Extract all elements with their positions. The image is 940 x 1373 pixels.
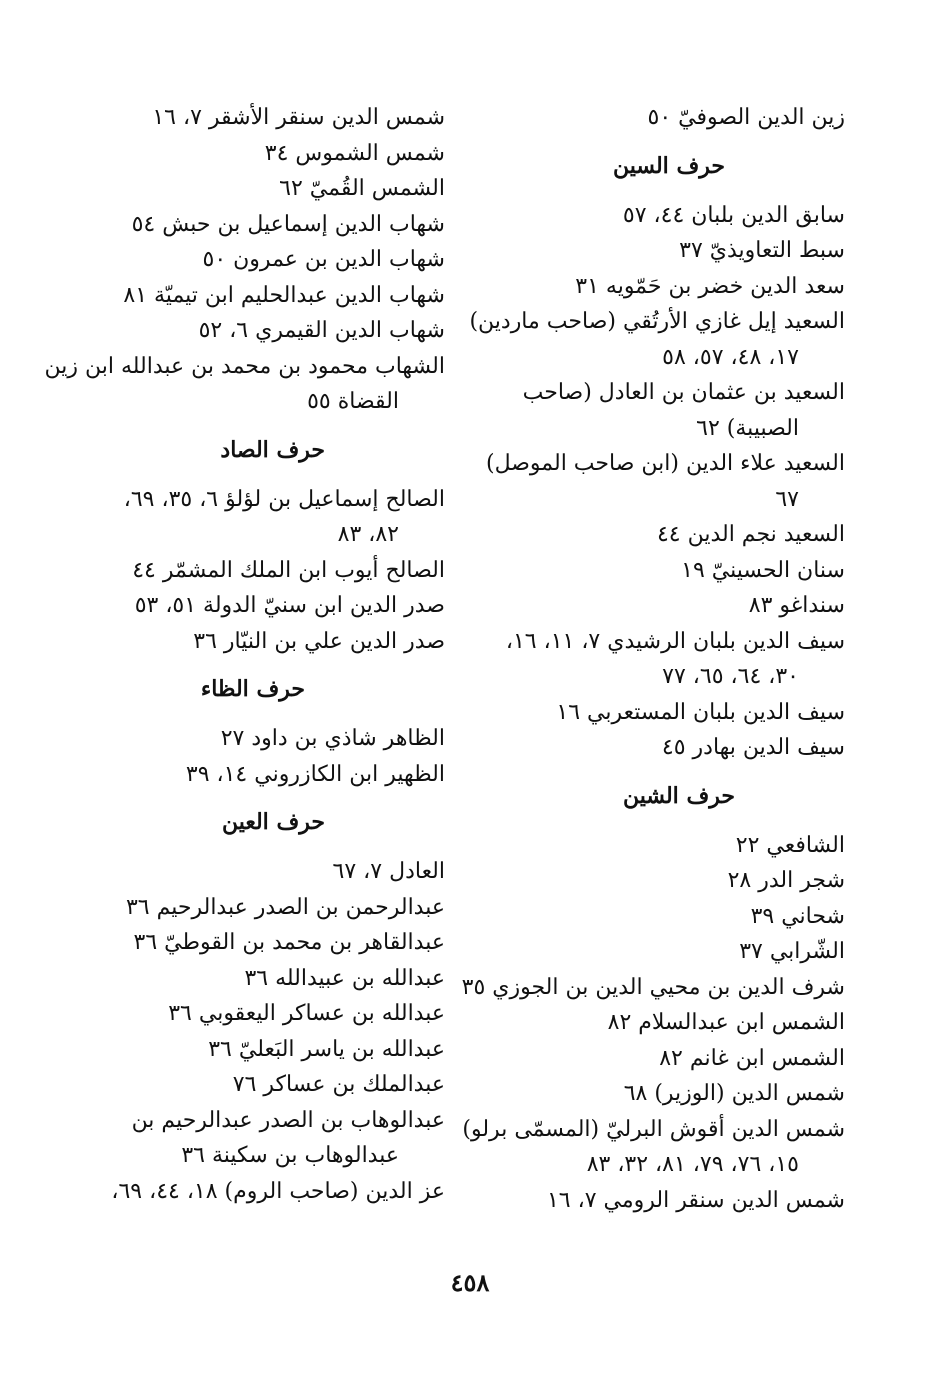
index-entry: عبدالله بن عبيدالله ٣٦ <box>244 965 445 991</box>
index-entry-continuation: عبدالوهاب بن سكينة ٣٦ <box>181 1143 399 1168</box>
index-entry: عبدالله بن ياسر البَعليّ ٣٦ <box>208 1036 445 1062</box>
index-entry: صدر الدين علي بن النيّار ٣٦ <box>193 628 445 654</box>
index-entry: شجر الدر ٢٨ <box>727 868 845 893</box>
section-heading: حرف الشين <box>622 782 735 809</box>
index-entry: الظاهر شاذي بن داود ٢٧ <box>220 726 445 751</box>
index-entry: العادل ٧، ٦٧ <box>332 859 445 884</box>
index-entry-continuation: ٣٠، ٦٤، ٦٥، ٧٧ <box>662 664 799 689</box>
index-entry: صدر الدين ابن سنيّ الدولة ٥١، ٥٣ <box>134 593 445 618</box>
index-entry: الشمس ابن عبدالسلام ٨٢ <box>607 1010 845 1035</box>
index-entry: زين الدين الصوفيّ ٥٠ <box>647 105 845 130</box>
index-entry-continuation: القضاة ٥٥ <box>307 389 399 414</box>
index-entry-continuation: ١٥، ٧٦، ٧٩، ٨١، ٣٢، ٨٣ <box>586 1152 799 1177</box>
index-entry: السعيد بن عثمان بن العادل (صاحب <box>522 380 845 405</box>
index-entry: شهاب الدين إسماعيل بن حبش ٥٤ <box>131 211 445 237</box>
index-entry: عز الدين (صاحب الروم) ١٨، ٤٤، ٦٩، <box>111 1178 445 1204</box>
index-entry: الشافعي ٢٢ <box>735 832 845 858</box>
index-entry: سبط التعاويذيّ ٣٧ <box>679 238 845 263</box>
index-entry: عبدالوهاب بن الصدر عبدالرحيم بن <box>131 1107 445 1133</box>
index-entry: الظهير ابن الكازروني ١٤، ٣٩ <box>185 761 445 787</box>
index-entry: سنان الحسينيّ ١٩ <box>681 557 845 583</box>
section-heading: حرف السين <box>612 152 725 179</box>
index-entry: السعيد علاء الدين (ابن صاحب الموصل) <box>485 451 845 476</box>
index-entry-continuation: الصبيبة) ٦٢ <box>696 415 799 441</box>
index-entry: سيف الدين بلبان المستعربي ١٦ <box>556 699 845 725</box>
index-entry: الشمس ابن غانم ٨٢ <box>659 1045 845 1071</box>
index-entry: الشّرابي ٣٧ <box>739 939 845 964</box>
index-entry: عبدالله بن عساكر اليعقوبي ٣٦ <box>168 1001 445 1026</box>
index-entry: سعد الدين خضر بن حَمّويه ٣١ <box>575 273 845 299</box>
index-entry: شحاني ٣٩ <box>750 903 845 929</box>
index-entry: الشهاب محمود بن محمد بن عبدالله ابن زين <box>44 353 445 379</box>
index-entry: شهاب الدين عبدالحليم ابن تيميّة ٨١ <box>123 282 445 308</box>
index-entry: عبدالملك بن عساكر ٧٦ <box>232 1072 445 1097</box>
index-entry: سنداغو ٨٣ <box>748 593 845 618</box>
index-entry: شرف الدين بن محيي الدين بن الجوزي ٣٥ <box>461 974 845 1000</box>
index-entry: شهاب الدين القيمري ٦، ٥٢ <box>198 318 445 343</box>
index-entry: شمس الدين سنقر الرومي ٧، ١٦ <box>546 1187 845 1213</box>
index-entry: شمس الدين سنقر الأشقر ٧، ١٦ <box>152 105 445 130</box>
section-heading: حرف الصاد <box>220 436 325 463</box>
index-entry: عبدالرحمن بن الصدر عبدالرحيم ٣٦ <box>125 894 445 920</box>
index-entry: شمس الدين (الوزير) ٦٨ <box>623 1081 845 1106</box>
index-entry: شمس الدين أقوش البرليّ (المسمّى برلو) <box>462 1116 845 1142</box>
section-heading: حرف الظاء <box>200 676 305 702</box>
index-entry-continuation: ٦٧ <box>775 486 799 512</box>
page-number: ٤٥٨ <box>450 1268 490 1297</box>
index-entry: سابق الدين بلبان ٤٤، ٥٧ <box>622 202 845 228</box>
index-entry: شمس الشموس ٣٤ <box>264 140 445 166</box>
index-entry: الشمس القُميّ ٦٢ <box>279 176 445 201</box>
index-entry: السعيد إيل غازي الأرتُقي (صاحب ماردين) <box>469 309 845 334</box>
section-heading: حرف العين <box>221 809 325 835</box>
index-entry-continuation: ٨٢، ٨٣ <box>337 522 399 547</box>
right-column <box>461 100 845 1218</box>
left-column <box>44 100 445 1209</box>
index-entry-continuation: ١٧، ٤٨، ٥٧، ٥٨ <box>662 344 799 370</box>
index-entry: السعيد نجم الدين ٤٤ <box>656 522 845 547</box>
index-entry: سيف الدين بهادر ٤٥ <box>661 735 845 760</box>
index-entry: الصالح أيوب ابن الملك المشمّر ٤٤ <box>132 557 445 583</box>
index-entry: عبدالقاهر بن محمد بن القوطيّ ٣٦ <box>133 930 445 955</box>
index-entry: شهاب الدين بن عمرون ٥٠ <box>202 247 445 272</box>
index-entry: سيف الدين بلبان الرشيدي ٧، ١١، ١٦، <box>505 628 845 654</box>
index-entry: الصالح إسماعيل بن لؤلؤ ٦، ٣٥، ٦٩، <box>123 486 445 512</box>
